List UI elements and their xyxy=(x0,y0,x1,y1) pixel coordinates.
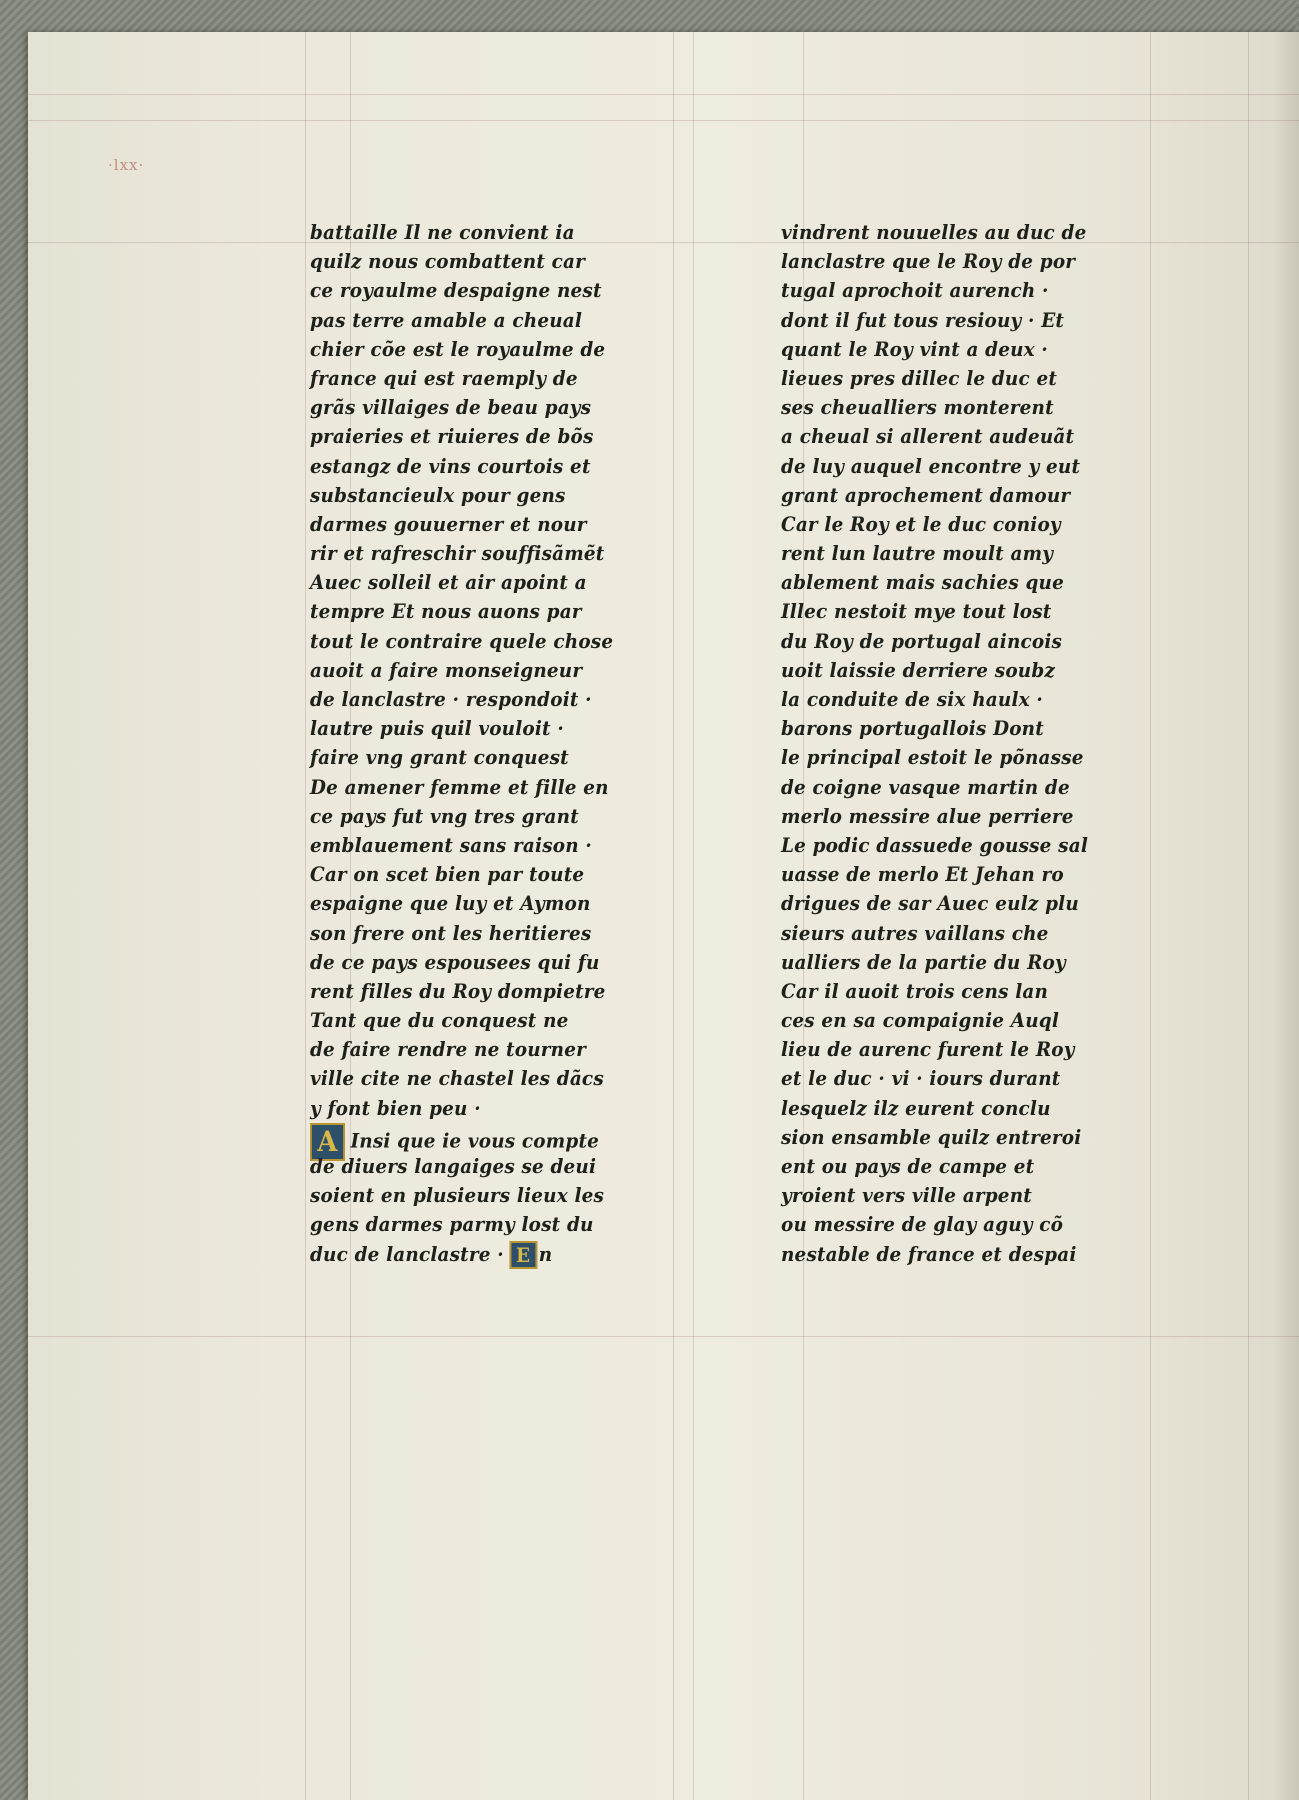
line-text: rent filles du Roy dompietre xyxy=(310,978,606,1003)
line-text: lieu de aurenc furent le Roy xyxy=(781,1037,1075,1062)
manuscript-line xyxy=(781,802,1140,831)
manuscript-line xyxy=(310,276,706,305)
manuscript-line xyxy=(310,393,706,422)
line-text: Le podic dassuede gousse sal xyxy=(781,832,1088,857)
manuscript-line xyxy=(310,889,706,918)
manuscript-line xyxy=(310,597,706,626)
manuscript-line xyxy=(781,627,1140,656)
manuscript-line xyxy=(781,831,1140,860)
line-text: sieurs autres vaillans che xyxy=(781,920,1049,945)
line-text: ces en sa compaignie Auql xyxy=(781,1008,1060,1033)
line-text: soient en plusieurs lieux les xyxy=(310,1183,605,1208)
line-text: quant le Roy vint a deux · xyxy=(781,336,1049,361)
line-text: ce royaulme despaigne nest xyxy=(310,278,602,303)
line-text: darmes gouuerner et nour xyxy=(310,511,587,536)
line-text: dont il fut tous resiouy · Et xyxy=(781,307,1065,332)
page-edge-shadow xyxy=(1273,32,1299,1800)
line-text: ablement mais sachies que xyxy=(781,570,1064,595)
manuscript-line xyxy=(781,1094,1140,1123)
manuscript-line xyxy=(310,948,706,977)
line-text: Illec nestoit mye tout lost xyxy=(781,599,1052,624)
line-text: sion ensamble quilz entreroi xyxy=(781,1124,1082,1149)
line-text: tugal aprochoit aurench · xyxy=(781,278,1049,303)
manuscript-line xyxy=(781,1064,1140,1093)
manuscript-line xyxy=(781,568,1140,597)
line-text: lanclastre que le Roy de por xyxy=(781,249,1076,274)
line-text: auoit a faire monseigneur xyxy=(310,657,583,682)
line-text: le principal estoit le põnasse xyxy=(781,745,1084,770)
text-column-right xyxy=(781,218,1171,1269)
manuscript-line xyxy=(781,656,1140,685)
manuscript-line xyxy=(781,977,1140,1006)
line-text: ville cite ne chastel les dãcs xyxy=(310,1066,604,1091)
line-text: de diuers langaiges se deui xyxy=(310,1154,597,1178)
line-text: estangz de vins courtois et xyxy=(310,453,591,478)
line-text: emblauement sans raison · xyxy=(310,832,592,857)
manuscript-line xyxy=(781,1006,1140,1035)
line-text: du Roy de portugal aincois xyxy=(781,628,1063,653)
manuscript-line xyxy=(781,393,1140,422)
manuscript-line xyxy=(310,831,706,860)
manuscript-line xyxy=(310,919,706,948)
manuscript-line xyxy=(310,218,706,247)
line-text: et le duc · vi · iours durant xyxy=(781,1066,1061,1091)
manuscript-line xyxy=(310,977,706,1006)
manuscript-line xyxy=(310,860,706,889)
manuscript-line xyxy=(310,802,706,831)
manuscript-line xyxy=(781,218,1140,247)
line-text: Car on scet bien par toute xyxy=(310,862,585,887)
line-text: merlo messire alue perriere xyxy=(781,803,1074,828)
manuscript-line xyxy=(310,714,706,743)
manuscript-line xyxy=(310,685,706,714)
ruling-line xyxy=(28,1336,1299,1337)
manuscript-line xyxy=(781,743,1140,772)
line-text: grãs villaiges de beau pays xyxy=(310,395,592,420)
manuscript-line xyxy=(310,1240,706,1269)
manuscript-line xyxy=(781,919,1140,948)
manuscript-line xyxy=(310,1064,706,1093)
line-text: Car il auoit trois cens lan xyxy=(781,978,1049,1003)
line-text: de ce pays espousees qui fu xyxy=(310,949,600,974)
manuscript-line xyxy=(781,452,1140,481)
manuscript-line xyxy=(781,773,1140,802)
manuscript-line xyxy=(310,773,706,802)
manuscript-line xyxy=(310,510,706,539)
line-text: Insi que ie vous compte xyxy=(350,1128,600,1153)
manuscript-line xyxy=(310,1181,706,1210)
manuscript-line xyxy=(310,335,706,364)
manuscript-line xyxy=(310,422,706,451)
manuscript-line xyxy=(781,422,1140,451)
manuscript-line xyxy=(781,1123,1140,1152)
decorated-initial-large: A xyxy=(310,1123,345,1161)
line-text: espaigne que luy et Aymon xyxy=(310,891,591,916)
line-text: De amener femme et fille en xyxy=(310,774,609,799)
line-text: uoit laissie derriere soubz xyxy=(781,657,1056,682)
manuscript-line xyxy=(310,568,706,597)
line-text: lautre puis quil vouloit · xyxy=(310,716,564,741)
manuscript-line xyxy=(781,597,1140,626)
line-text: pas terre amable a cheual xyxy=(310,307,583,332)
manuscript-line xyxy=(781,1181,1140,1210)
ruling-line xyxy=(28,120,1299,121)
manuscript-line xyxy=(781,948,1140,977)
manuscript-line xyxy=(310,452,706,481)
line-text: de lanclastre · respondoit · xyxy=(310,687,592,711)
line-text: nestable de france et despai xyxy=(781,1241,1077,1266)
folio-number: ·lxx· xyxy=(108,156,145,174)
line-text: son frere ont les heritieres xyxy=(310,920,592,945)
initial-continuation: n xyxy=(538,1241,553,1266)
line-text: de faire rendre ne tourner xyxy=(310,1037,586,1062)
line-text: france qui est raemply de xyxy=(310,365,578,390)
line-text: vindrent nouuelles au duc de xyxy=(781,220,1087,244)
manuscript-line xyxy=(310,539,706,568)
line-text: quilz nous combattent car xyxy=(310,249,586,274)
manuscript-line xyxy=(310,1094,706,1123)
line-text: chier cõe est le royaulme de xyxy=(310,336,606,361)
line-text: ce pays fut vng tres grant xyxy=(310,803,579,828)
manuscript-line xyxy=(310,1006,706,1035)
line-text: ses cheualliers monterent xyxy=(781,395,1054,420)
line-text: yroient vers ville arpent xyxy=(781,1183,1032,1208)
line-text: Car le Roy et le duc conioy xyxy=(781,511,1061,536)
manuscript-line xyxy=(781,247,1140,276)
manuscript-line xyxy=(781,539,1140,568)
manuscript-line xyxy=(310,627,706,656)
manuscript-line xyxy=(781,860,1140,889)
manuscript-line xyxy=(781,510,1140,539)
line-text: lieues pres dillec le duc et xyxy=(781,365,1058,390)
line-text: duc de lanclastre · xyxy=(310,1241,504,1266)
manuscript-line xyxy=(781,685,1140,714)
line-text: drigues de sar Auec eulz plu xyxy=(781,891,1079,916)
manuscript-line xyxy=(310,364,706,393)
line-text: grant aprochement damour xyxy=(781,482,1071,507)
manuscript-line xyxy=(310,1035,706,1064)
line-text: rir et rafreschir souffisãmẽt xyxy=(310,541,605,566)
line-text: rent lun lautre moult amy xyxy=(781,541,1054,566)
manuscript-line xyxy=(781,1035,1140,1064)
manuscript-line xyxy=(781,1210,1140,1239)
manuscript-line xyxy=(310,1210,706,1239)
line-text: lesquelz ilz eurent conclu xyxy=(781,1095,1051,1120)
manuscript-line xyxy=(310,656,706,685)
line-text: ualliers de la partie du Roy xyxy=(781,949,1066,974)
line-text: battaille Il ne convient ia xyxy=(310,220,575,244)
manuscript-line xyxy=(781,889,1140,918)
line-text: a cheual si allerent audeuãt xyxy=(781,424,1075,449)
line-text: faire vng grant conquest xyxy=(310,745,569,770)
manuscript-line xyxy=(310,247,706,276)
line-text: de luy auquel encontre y eut xyxy=(781,453,1081,478)
manuscript-line xyxy=(781,335,1140,364)
line-text: uasse de merlo Et Jehan ro xyxy=(781,862,1064,887)
line-text: ou messire de glay aguy cõ xyxy=(781,1212,1064,1237)
manuscript-line xyxy=(781,276,1140,305)
ruling-line xyxy=(305,32,306,1800)
manuscript-line xyxy=(310,306,706,335)
line-text: substancieulx pour gens xyxy=(310,482,566,507)
line-text: gens darmes parmy lost du xyxy=(310,1212,594,1237)
line-text: tempre Et nous auons par xyxy=(310,599,582,624)
ruling-line xyxy=(28,94,1299,95)
manuscript-line xyxy=(781,306,1140,335)
manuscript-line xyxy=(781,364,1140,393)
manuscript-line xyxy=(781,1152,1140,1181)
manuscript-line xyxy=(310,743,706,772)
decorated-initial-small: E xyxy=(509,1241,537,1269)
line-text: Auec solleil et air apoint a xyxy=(310,570,587,595)
line-text: tout le contraire quele chose xyxy=(310,628,614,653)
manuscript-line xyxy=(781,714,1140,743)
line-text: y font bien peu · xyxy=(310,1095,481,1120)
manuscript-line xyxy=(310,481,706,510)
line-text: ent ou pays de campe et xyxy=(781,1154,1035,1178)
manuscript-line xyxy=(781,481,1140,510)
manuscript-line xyxy=(310,1123,706,1158)
line-text: barons portugallois Dont xyxy=(781,716,1044,741)
manuscript-line xyxy=(310,1152,706,1181)
line-text: de coigne vasque martin de xyxy=(781,774,1070,799)
manuscript-line xyxy=(781,1240,1140,1269)
ruling-line xyxy=(1248,32,1249,1800)
line-text: praieries et riuieres de bõs xyxy=(310,424,594,449)
line-text: Tant que du conquest ne xyxy=(310,1008,569,1033)
text-column-left xyxy=(310,218,740,1269)
line-text: la conduite de six haulx · xyxy=(781,687,1043,711)
